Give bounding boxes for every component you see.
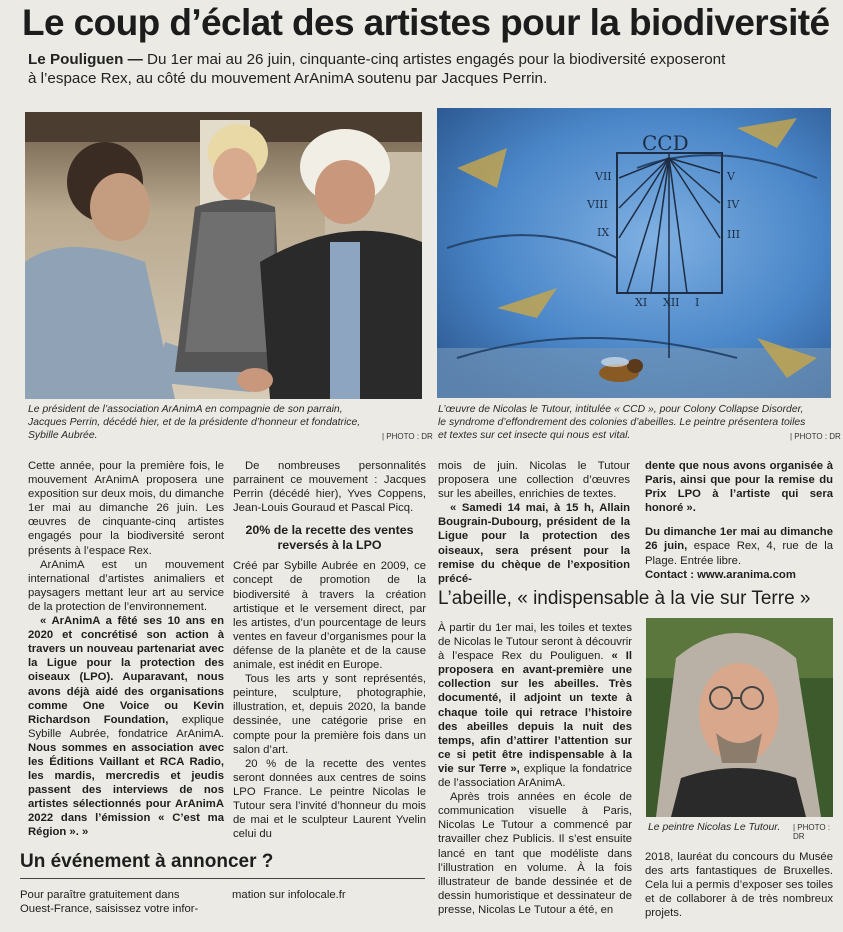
photo3-caption: Le peintre Nicolas Le Tutour. — [648, 822, 781, 833]
headline: Le coup d’éclat des artistes pour la biodiversité — [22, 2, 830, 43]
col3-p2: « Samedi 14 mai, à 15 h, Allain Bougrain-Dubourg, président de la Ligue pour la protection des oiseaux, sera présent pour la remise du chèque de l’exposition précé- — [438, 502, 630, 585]
column-1 — [28, 459, 224, 840]
col4-p1: dente que nous avons organisée à Paris, ainsi que pour la remise du Prix LPO à l’artiste qui sera honoré ». — [645, 460, 833, 515]
event-text-b: mation sur infolocale.fr — [232, 889, 346, 901]
abeille-title: L’abeille, « indispensable à la vie sur Terre » — [438, 588, 811, 609]
event-rule — [20, 878, 425, 879]
col4-info-rest: espace Rex, 4, rue de la Plage. Entrée libre. — [645, 540, 834, 567]
col1-p3c: Nous sommes en association avec les Éditions Vaillant et RCA Radio, les mardis, mercredis et jeudis passent des interviews de nos artistes sélectionnés pour ArAnimA 2022 dans l’émission « C’est ma Région ». » — [28, 741, 224, 839]
col2-p3: Tous les arts y sont représentés, peinture, sculpture, photographie, illustration, et, depuis 2020, la bande dessinée, une catégorie prise en compte pour la première fois dans un salon d’art. — [233, 673, 426, 756]
svg-text:XI: XI — [635, 296, 648, 309]
col1-p3b: explique Sybille Aubrée, fondatrice ArAnimA. — [28, 713, 224, 740]
column-3 — [438, 459, 630, 586]
col2-p4: 20 % de la recette des ventes seront données aux centres de soins LPO France. Le peintre Nicolas le Tutour sera l’invité d’honneur du mois de mai et le sculpteur Laurent Yvelin celui du — [233, 757, 426, 841]
svg-text:IX: IX — [597, 226, 610, 239]
col1-p2: ArAnimA est un mouvement international d’artistes animaliers et paysagers mettant leur art au service de la protection de l’environnement. — [28, 558, 224, 613]
col2-p2: Créé par Sybille Aubrée en 2009, ce concept de promotion de la biodiversité à travers la création artistique et le versement direct, par les artistes, d’un pourcentage de leurs ventes en faveur d’organismes pour la défense de la planète et de la cause animale, est inédit en Europe. — [233, 560, 426, 672]
lead-place: Le Pouliguen — — [28, 51, 143, 68]
column-2 — [233, 459, 426, 841]
photo-painter — [646, 618, 833, 817]
artwork-ccd-label: CCD — [642, 131, 689, 155]
col2-p1: De nombreuses personnalités parrainent ce mouvement : Jacques Perrin (décédé hier), Yves Coppens, Jean-Louis Gouraud et Pascal Picq. — [233, 460, 426, 515]
col4-info-bold: Du dimanche 1er mai au dimanche 26 juin, — [645, 526, 833, 553]
abeille-p1a: À partir du 1er mai, les toiles et textes de Nicolas le Tutour seront à découvrir à l’espace Rex du Pouliguen. — [438, 622, 632, 663]
col2-subhead: 20% de la recette des ventes reversés à la LPO — [245, 523, 414, 553]
svg-text:I: I — [695, 296, 700, 309]
abeille-p1c: explique la fondatrice de l’association ArAnimA. — [438, 762, 633, 790]
photo2-caption: L’œuvre de Nicolas le Tutour, intitulée « CCD », pour Colony Collapse Disorder, le syndrome d’effondrement des colonies d’abeilles. Le peintre présentera toiles et textes sur cet insecte qui nous est vital. — [438, 404, 806, 441]
photo-ccd-artwork — [437, 108, 831, 398]
svg-text:VII: VII — [595, 170, 612, 183]
abeille-continued — [645, 850, 833, 920]
lead-line1: Du 1er mai au 26 juin, cinquante-cinq artistes engagés pour la biodiversité exposeront — [147, 51, 726, 68]
event-title: Un événement à annoncer ? — [20, 851, 274, 872]
lead-paragraph — [28, 50, 808, 88]
svg-text:IV: IV — [727, 198, 740, 211]
svg-text:VIII: VIII — [587, 198, 608, 211]
column-4 — [645, 459, 833, 582]
lead-line2: à l’espace Rex, au côté du mouvement ArAnimA soutenu par Jacques Perrin. — [28, 70, 548, 87]
photo2-credit: | PHOTO : DR — [790, 432, 841, 441]
abeille-p2: Après trois années en école de communication visuelle à Paris, Nicolas Le Tutour a commencé par travailler chez Publicis. Il s’est ensuite lancé en tant que modéliste dans l’illustration en volume. À la fois illustrateur de bande dessinée et de dessin humoristique et dessinateur de presse, Nicolas Le Tutour a été, en — [438, 791, 632, 916]
photo1-caption: Le président de l’association ArAnimA en compagnie de son parrain, Jacques Perrin, décédé hier, et de la présidente d’honneur et fondatrice, Sybille Aubrée. — [28, 404, 361, 441]
photo-reception — [25, 112, 422, 399]
col1-p1: Cette année, pour la première fois, le mouvement ArAnimA proposera une exposition sur deux mois, du dimanche 1er mai au dimanche 26 juin. Les œuvres de cinquante-cinq artistes engagés pour la biodiversité seront présents à l’espace Rex. — [28, 460, 224, 557]
svg-text:XII: XII — [663, 296, 680, 309]
col3-p1: mois de juin. Nicolas le Tutour proposera une collection d’œuvres sur les abeilles, enrichies de textes. — [438, 460, 630, 501]
event-text-a: Pour paraître gratuitement dans Ouest-France, saisissez votre infor- — [20, 889, 199, 916]
col4-contact: Contact : www.aranima.com — [645, 568, 796, 581]
col1-p3: « ArAnimA a fêté ses 10 ans en 2020 et concrétisé son action à travers un nouveau partenariat avec la Ligue pour la protection des oiseaux (LPO). Auparavant, nous avons déjà aidé des organisations comme One Voice ou Kevin Richardson Foundation, — [28, 615, 224, 726]
abeille-column — [438, 621, 632, 917]
svg-text:III: III — [727, 228, 741, 241]
abeille-p1b: « Il proposera en avant-première une collection sur les abeilles. Très documenté, il adjoint un texte à chaque toile qui retrace l’histoire des abeilles depuis la nuit des temps, afin d’attirer l’attention sur ce si petit être indispensable à la vie sur Terre », — [438, 650, 633, 775]
photo1-credit: | PHOTO : DR — [382, 432, 433, 441]
abeille-p3: 2018, lauréat du concours du Musée des arts fantastiques de Bruxelles. Cela lui a permis d’exposer ses toiles et de collaborer à de très nombreux projets. — [645, 851, 833, 920]
photo3-credit: | PHOTO : DR — [793, 823, 831, 841]
svg-text:V: V — [727, 170, 735, 183]
